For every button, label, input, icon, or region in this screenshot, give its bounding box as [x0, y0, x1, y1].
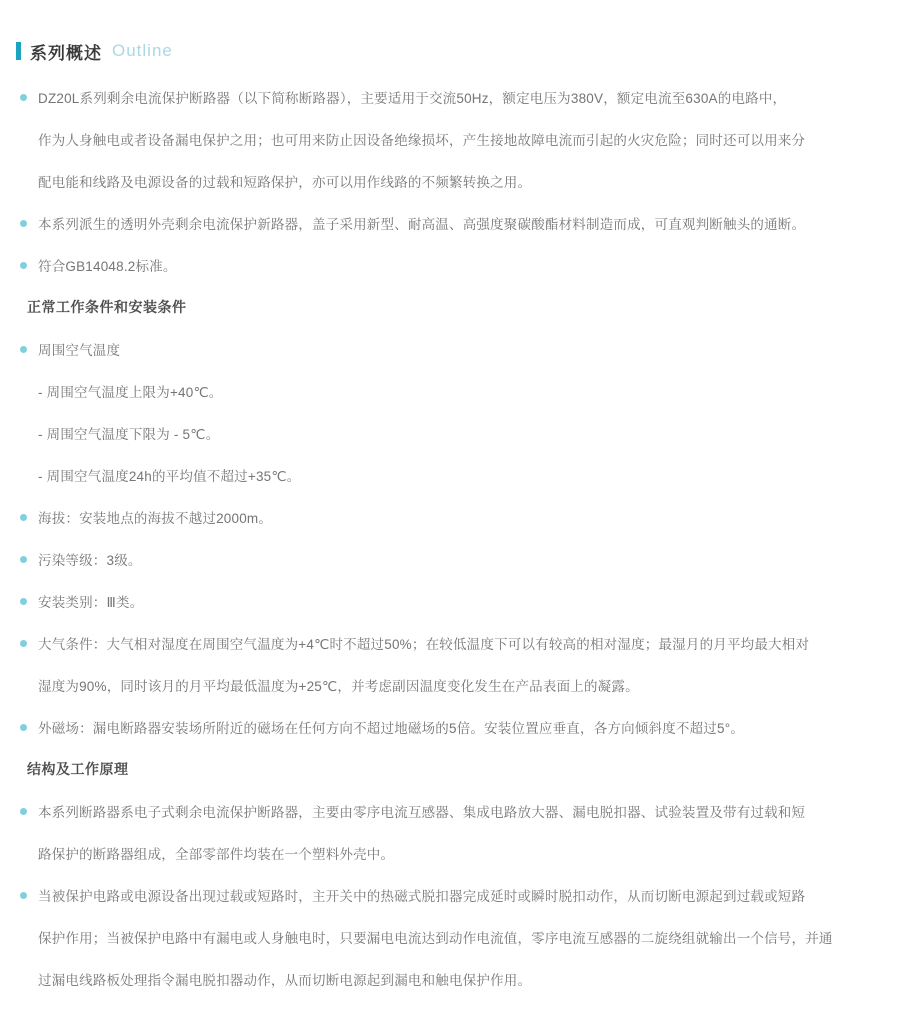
bullet-item: [0, 328, 900, 370]
section-title-zh: 系列概述: [30, 43, 102, 63]
bullet-text: 本系列派生的透明外壳剩余电流保护新路器，盖子采用新型、耐高温、高强度聚碳酸酯材料制造而成，可直观判断触头的通断。: [38, 217, 806, 232]
bullet-gutter: [16, 808, 38, 815]
heading-text: 结构及工作原理: [27, 761, 129, 777]
section-title-en: Outline: [112, 41, 173, 60]
bullet-gutter: [16, 514, 38, 521]
bullet-text: 湿度为90%，同时该月的月平均最低温度为+25℃，并考虑副因温度变化发生在产品表面上的凝露。: [38, 679, 639, 694]
bullet-text: 符合GB14048.2标准。: [38, 259, 177, 274]
bullet-item-continuation: [0, 916, 900, 958]
section-heading-structure: [0, 748, 900, 790]
document-content: [0, 76, 900, 1000]
bullet-text: 保护作用；当被保护电路中有漏电或人身触电时，只要漏电电流达到动作电流值，零序电流互感器的二旋绕组就输出一个信号，并通: [38, 931, 833, 946]
bullet-item: [0, 76, 900, 118]
bullet-item: [0, 790, 900, 832]
bullet-item: [0, 580, 900, 622]
bullet-item: [0, 244, 900, 286]
bullet-dot-icon: [20, 556, 27, 563]
bullet-item: [0, 622, 900, 664]
bullet-gutter: [16, 94, 38, 101]
bullet-text: 过漏电线路板处理指令漏电脱扣器动作，从而切断电源起到漏电和触电保护作用。: [38, 973, 532, 988]
bullet-text: 外磁场：漏电断路器安装场所附近的磁场在任何方向不超过地磁场的5倍。安装位置应垂直，各方向倾斜度不超过5°。: [38, 721, 745, 736]
bullet-item: [0, 496, 900, 538]
bullet-gutter: [16, 556, 38, 563]
bullet-item-continuation: [0, 664, 900, 706]
sub-item: [0, 454, 900, 496]
bullet-text: 本系列断路器系电子式剩余电流保护断路器，主要由零序电流互感器、集成电路放大器、漏电脱扣器、试验装置及带有过载和短: [38, 805, 806, 820]
bullet-dot-icon: [20, 598, 27, 605]
bullet-item: [0, 202, 900, 244]
bullet-text: 安装类别：Ⅲ类。: [38, 595, 144, 610]
bullet-dot-icon: [20, 640, 27, 647]
bullet-item-continuation: [0, 832, 900, 874]
bullet-dot-icon: [20, 892, 27, 899]
title-accent-bar: [16, 42, 21, 60]
bullet-text: 配电能和线路及电源设备的过载和短路保护，亦可以用作线路的不频繁转换之用。: [38, 175, 532, 190]
sub-item-text: - 周围空气温度下限为 - 5℃。: [38, 427, 220, 442]
bullet-dot-icon: [20, 808, 27, 815]
bullet-dot-icon: [20, 346, 27, 353]
bullet-item: [0, 874, 900, 916]
bullet-text: 污染等级：3级。: [38, 553, 142, 568]
bullet-text: 路保护的断路器组成，全部零部件均装在一个塑料外壳中。: [38, 847, 395, 862]
section-title: [16, 37, 900, 65]
bullet-gutter: [16, 262, 38, 269]
bullet-item-continuation: [0, 118, 900, 160]
bullet-gutter: [16, 640, 38, 647]
sub-item-text: - 周围空气温度24h的平均值不超过+35℃。: [38, 469, 301, 484]
bullet-text: 周围空气温度: [38, 343, 121, 358]
bullet-gutter: [16, 346, 38, 353]
bullet-text: 海拔：安装地点的海拔不越过2000m。: [38, 511, 273, 526]
bullet-text: 当被保护电路或电源设备出现过载或短路时，主开关中的热磁式脱扣器完成延时或瞬时脱扣动作，从而切断电源起到过载或短路: [38, 889, 806, 904]
bullet-gutter: [16, 220, 38, 227]
bullet-text: DZ20L系列剩余电流保护断路器（以下简称断路器），主要适用于交流50Hz，额定电压为380V，额定电流至630A的电路中，: [38, 91, 787, 106]
bullet-text: 大气条件：大气相对湿度在周围空气温度为+4℃时不超过50%；在较低温度下可以有较高的相对湿度；最湿月的月平均最大相对: [38, 637, 810, 652]
heading-text: 正常工作条件和安装条件: [27, 299, 187, 315]
bullet-gutter: [16, 892, 38, 899]
bullet-item: [0, 538, 900, 580]
sub-item-text: - 周围空气温度上限为+40℃。: [38, 385, 223, 400]
bullet-item-continuation: [0, 958, 900, 1000]
bullet-item-continuation: [0, 160, 900, 202]
bullet-dot-icon: [20, 220, 27, 227]
bullet-dot-icon: [20, 514, 27, 521]
bullet-gutter: [16, 598, 38, 605]
bullet-dot-icon: [20, 94, 27, 101]
bullet-item: [0, 706, 900, 748]
section-heading-conditions: [0, 286, 900, 328]
sub-item: [0, 370, 900, 412]
bullet-text: 作为人身触电或者设备漏电保护之用；也可用来防止因设备绝缘损坏，产生接地故障电流而引起的火灾危险；同时还可以用来分: [38, 133, 806, 148]
bullet-gutter: [16, 724, 38, 731]
bullet-dot-icon: [20, 262, 27, 269]
sub-item: [0, 412, 900, 454]
bullet-dot-icon: [20, 724, 27, 731]
